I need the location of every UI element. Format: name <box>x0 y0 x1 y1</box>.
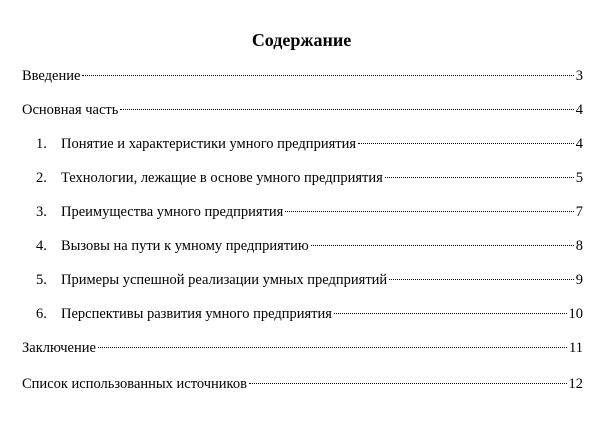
dot-leader <box>385 162 574 182</box>
toc-entry-title: Примеры успешной реализации умных предприятий <box>61 272 388 288</box>
toc-page-number: 4 <box>575 136 583 152</box>
toc-entry[interactable] <box>22 94 583 118</box>
toc-page-number: 12 <box>568 376 583 392</box>
dot-leader <box>285 196 573 216</box>
toc-entry[interactable] <box>22 332 583 356</box>
toc-title: Содержание <box>251 30 352 50</box>
toc-entry-number: 6. <box>36 306 47 322</box>
dot-leader <box>98 332 567 352</box>
toc-entry[interactable] <box>36 196 583 220</box>
toc-entry[interactable] <box>36 298 583 322</box>
toc-entry-title: Введение <box>22 68 81 84</box>
toc-entry-title: Основная часть <box>22 102 119 118</box>
dot-leader <box>311 230 574 250</box>
dot-leader <box>334 298 567 318</box>
toc-entry-number: 3. <box>36 204 47 220</box>
toc-entry-title: Технологии, лежащие в основе умного предприятия <box>61 170 383 186</box>
toc-entry[interactable] <box>22 368 583 392</box>
toc-entry-title: Перспективы развития умного предприятия <box>61 306 332 322</box>
toc-entry[interactable] <box>36 230 583 254</box>
toc-entry-number: 1. <box>36 136 47 152</box>
toc-page-number: 11 <box>569 340 583 356</box>
toc-page-number: 3 <box>575 68 583 84</box>
dot-leader <box>389 264 574 284</box>
toc-page-number: 10 <box>568 306 583 322</box>
toc-entry-title: Список использованных источников <box>22 376 247 392</box>
toc-entry[interactable] <box>36 264 583 288</box>
toc-page-number: 5 <box>575 170 583 186</box>
toc-entry-number: 2. <box>36 170 47 186</box>
toc-page-number: 9 <box>575 272 583 288</box>
dot-leader <box>249 368 567 388</box>
dot-leader <box>120 94 573 114</box>
toc-entry[interactable] <box>36 128 583 152</box>
toc-entry-number: 4. <box>36 238 47 254</box>
toc-entry[interactable] <box>36 162 583 186</box>
toc-page-number: 8 <box>575 238 583 254</box>
toc-entry-title: Заключение <box>22 340 96 356</box>
toc-entry[interactable] <box>22 60 583 84</box>
toc-entry-number: 5. <box>36 272 47 288</box>
toc-entry-title: Понятие и характеристики умного предприятия <box>61 136 357 152</box>
toc-entry-title: Преимущества умного предприятия <box>61 204 284 220</box>
dot-leader <box>82 60 573 80</box>
dot-leader <box>358 128 574 148</box>
toc-entry-title: Вызовы на пути к умному предприятию <box>61 238 309 254</box>
toc-page-number: 7 <box>575 204 583 220</box>
toc-page-number: 4 <box>575 102 583 118</box>
